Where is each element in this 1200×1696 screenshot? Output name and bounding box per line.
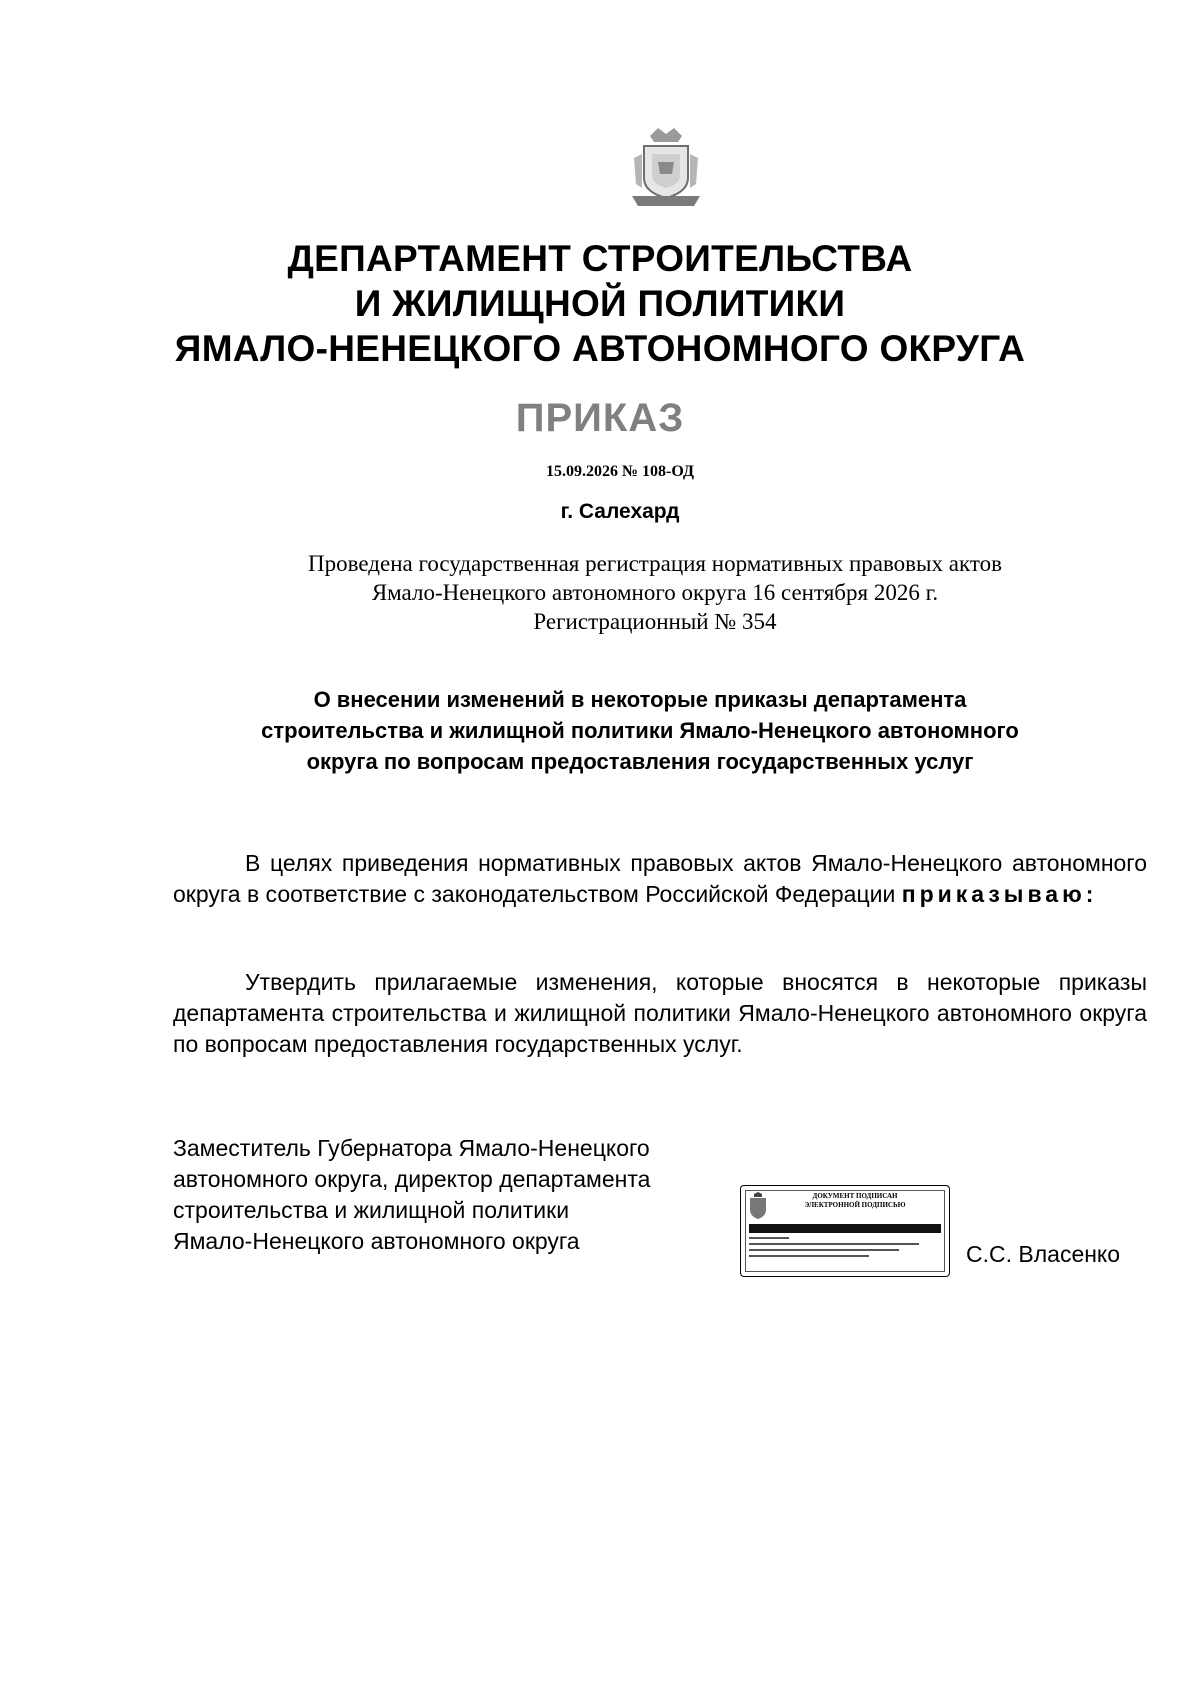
order-subject: [160, 684, 1120, 777]
subject-line: О внесении изменений в некоторые приказы департамента: [313, 687, 967, 712]
coat-of-arms-emblem: [628, 118, 704, 210]
stamp-title: [775, 1192, 935, 1210]
org-title-line: И ЖИЛИЩНОЙ ПОЛИТИКИ: [354, 283, 846, 324]
preamble-paragraph: [173, 848, 1147, 910]
stamp-title-line: ДОКУМЕНТ ПОДПИСАН: [812, 1192, 898, 1200]
signer-position-line: автономного округа, директор департамента: [173, 1166, 651, 1192]
registration-note: [230, 549, 1080, 636]
signer-position-line: Заместитель Губернатора Ямало-Ненецкого: [173, 1135, 650, 1161]
registration-line: Ямало-Ненецкого автономного округа 16 сентября 2026 г.: [371, 580, 939, 605]
signer-position-line: строительства и жилищной политики: [173, 1197, 570, 1223]
stamp-emblem-icon: [747, 1192, 769, 1220]
signer-position: [173, 1133, 733, 1257]
organization-title: [150, 236, 1050, 371]
stamp-title-line: ЭЛЕКТРОННОЙ ПОДПИСЬЮ: [804, 1201, 906, 1209]
org-title-line: ЯМАЛО-НЕНЕЦКОГО АВТОНОМНОГО ОКРУГА: [174, 328, 1026, 369]
order-keyword: приказываю:: [901, 881, 1098, 907]
subject-line: округа по вопросам предоставления государственных услуг: [306, 749, 974, 774]
operative-paragraph: Утвердить прилагаемые изменения, которые вносятся в некоторые приказы департамента строительства и жилищной политики Ямало-Ненецкого автономного округа по вопросам предоставления государственных услуг.: [173, 969, 1147, 1057]
stamp-certificate-bar: [749, 1224, 941, 1233]
subject-line: строительства и жилищной политики Ямало-Ненецкого автономного: [261, 718, 1019, 743]
document-city: г. Салехард: [560, 500, 680, 523]
electronic-signature-stamp: [740, 1185, 950, 1277]
registration-line: Регистрационный № 354: [533, 609, 777, 634]
preamble-text: В целях приведения нормативных правовых актов Ямало-Ненецкого автономного округа в соответствие с законодательством Российской Федерации: [173, 850, 1147, 907]
document-type-title: ПРИКАЗ: [515, 396, 685, 440]
org-title-line: ДЕПАРТАМЕНТ СТРОИТЕЛЬСТВА: [287, 238, 913, 279]
document-date-number: 15.09.2026 № 108-ОД: [545, 463, 695, 480]
signer-position-line: Ямало-Ненецкого автономного округа: [173, 1228, 580, 1254]
registration-line: Проведена государственная регистрация нормативных правовых актов: [308, 551, 1002, 576]
stamp-certificate-details: [749, 1236, 939, 1260]
signer-name: С.С. Власенко: [966, 1241, 1121, 1267]
